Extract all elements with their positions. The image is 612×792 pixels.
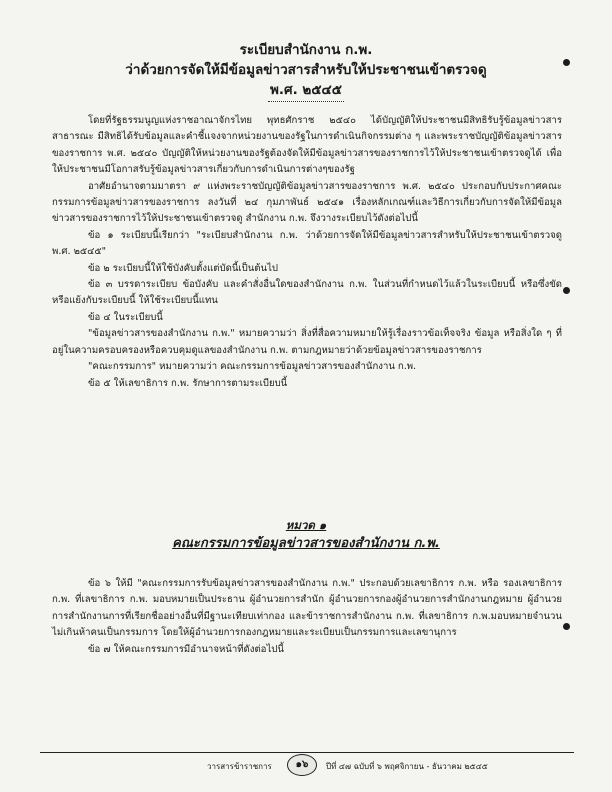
clause-1: ข้อ ๑ ระเบียบนี้เรียกว่า "ระเบียบสำนักงาน ก.พ. ว่าด้วยการจัดให้มีข้อมูลข่าวสารสำหรับให้ประชาชนเข้าตรวจดู พ.ศ. ๒๕๔๕" — [52, 229, 562, 258]
page-footer — [0, 754, 612, 778]
footer-rule — [40, 752, 574, 753]
binding-hole-top — [563, 59, 570, 66]
preamble-paragraph: โดยที่รัฐธรรมนูญแห่งราชอาณาจักรไทย พุทธศักราช ๒๕๔๐ ได้บัญญัติให้ประชาชนมีสิทธิรับรู้ข้อมูลข่าวสารสาธารณะ มีสิทธิได้รับข้อมูลและคำชี้แจงจากหน่วยงานของรัฐในการดำเนินกิจกรรมต่าง ๆ และพระราชบัญญัติข้อมูลข่าวสารของราชการ พ.ศ. ๒๕๔๐ บัญญัติให้หน่วยงานของรัฐต้องจัดให้มีข้อมูลข่าวสารของราชการไว้ให้ประชาชนเข้าตรวจดูได้ เพื่อให้ประชาชนมีโอกาสรับรู้ข้อมูลข่าวสารเกี่ยวกับการดำเนินการต่างๆของรัฐ — [52, 115, 562, 176]
clause-6: ข้อ ๖ ให้มี "คณะกรรมการรับข้อมูลข่าวสารของสำนักงาน ก.พ." ประกอบด้วยเลขาธิการ ก.พ. หรือ รองเลขาธิการ ก.พ. ที่เลขาธิการ ก.พ. มอบหมายเป็นประธาน ผู้อำนวยการสำนัก ผู้อำนวยการกองผู้อำนวยการสำนักงานกฎหมาย ผู้อำนวยการสำนักงานการที่เรียกชื่ออย่างอื่นที่มีฐานะเทียบเท่ากอง และข้าราชการสำนักงาน ก.พ. ที่เลขาธิการ ก.พ.มอบหมายจำนวนไม่เกินห้าคนเป็นกรรมการ โดยให้ผู้อำนวยการกองกฎหมายและระเบียบเป็นกรรมการและเลขานุการ — [52, 578, 562, 639]
authority-paragraph: อาศัยอำนาจตามมาตรา ๙ แห่งพระราชบัญญัติข้อมูลข่าวสารของราชการ พ.ศ. ๒๕๔๐ ประกอบกับประกาศคณะกรรมการข้อมูลข่าวสารของราชการ ลงวันที่ ๒๔ กุมภาพันธ์ ๒๕๔๑ เรื่องหลักเกณฑ์และวิธีการเกี่ยวกับการจัดให้มีข้อมูลข่าวสารของราชการไว้ให้ประชาชนเข้าตรวจดู สำนักงาน ก.พ. จึงวางระเบียบไว้ดังต่อไปนี้ — [52, 180, 562, 225]
header-divider — [268, 101, 344, 102]
clause-5: ข้อ ๕ ให้เลขาธิการ ก.พ. รักษาการตามระเบียบนี้ — [88, 377, 288, 389]
regulation-year: พ.ศ. ๒๕๔๕ — [270, 82, 342, 98]
clause-3: ข้อ ๓ บรรดาระเบียบ ข้อบังคับ และคำสั่งอื่นใดของสำนักงาน ก.พ. ในส่วนที่กำหนดไว้แล้วในระเบียบนี้ หรือซึ่งขัดหรือแย้งกับระเบียบนี้ ให้ใช้ระเบียบนี้แทน — [52, 279, 562, 307]
issue-info: ปีที่ ๔๗ ฉบับที่ ๖ พฤศจิกายน - ธันวาคม ๒๕๔๕ — [326, 762, 488, 771]
clause-4: ข้อ ๔ ในระเบียบนี้ — [88, 311, 163, 323]
binding-hole-bottom — [563, 623, 570, 630]
chapter-clauses — [52, 576, 562, 658]
journal-name: วารสารข้าราชการ — [207, 762, 272, 771]
preamble-and-clauses — [52, 113, 562, 392]
definition-information: "ข้อมูลข่าวสารของสำนักงาน ก.พ." หมายความว่า สิ่งที่สื่อความหมายให้รู้เรื่องราวข้อเท็จจริง ข้อมูล หรือสิ่งใด ๆ ที่อยู่ในความครอบครองหรือควบคุมดูแลของสำนักงาน ก.พ. ตามกฎหมายว่าด้วยข้อมูลข่าวสารของราชการ — [52, 328, 562, 356]
page-number: ๑๖ — [287, 754, 317, 776]
chapter-label: หมวด ๑ — [285, 518, 327, 532]
document-header — [0, 40, 612, 100]
regulation-subject: ว่าด้วยการจัดให้มีข้อมูลข่าวสารสำหรับให้ประชาชนเข้าตรวจดู — [125, 62, 487, 78]
regulation-title: ระเบียบสำนักงาน ก.พ. — [239, 42, 373, 58]
definition-committee: "คณะกรรมการ" หมายความว่า คณะกรรมการข้อมูลข่าวสารของสำนักงาน ก.พ. — [88, 361, 417, 373]
chapter-title: คณะกรรมการข้อมูลข่าวสารของสำนักงาน ก.พ. — [172, 536, 440, 551]
clause-7: ข้อ ๗ ให้คณะกรรมการมีอำนาจหน้าที่ดังต่อไปนี้ — [88, 643, 284, 655]
binding-hole-middle — [563, 287, 570, 294]
chapter-heading — [0, 516, 612, 554]
clause-2: ข้อ ๒ ระเบียบนี้ให้ใช้บังคับตั้งแต่บัดนี้เป็นต้นไป — [88, 262, 279, 274]
